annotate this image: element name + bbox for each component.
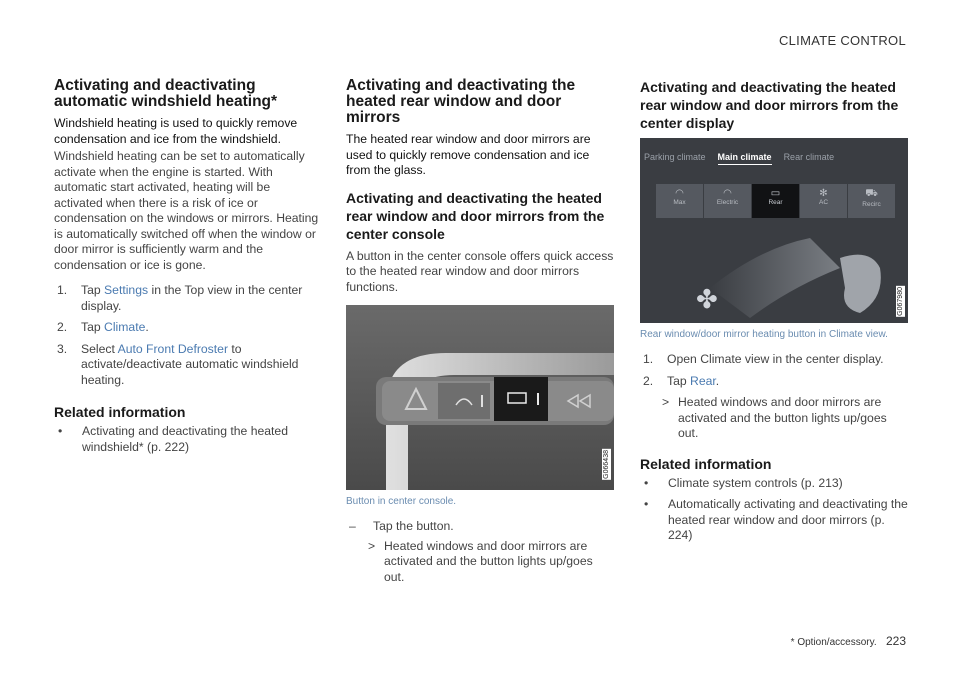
lead-paragraph: The heated rear window and door mirrors are used to quickly remove condensation and ice from the glass.: [346, 132, 591, 177]
max-button[interactable]: ◠ Max: [656, 184, 703, 218]
subsection-title: Activating and deactivating the heated rear window and door mirrors from the center console: [346, 189, 605, 242]
tab-rear-climate[interactable]: Rear climate: [783, 152, 835, 162]
subsection-title: Activating and deactivating the heated rear window and door mirrors from the center display: [640, 79, 899, 131]
recirc-button[interactable]: ⛟ Recirc: [848, 184, 895, 218]
section-header: CLIMATE CONTROL: [778, 33, 906, 48]
result-note: > Heated windows and door mirrors are activated and the button lights up/goes out.: [368, 538, 593, 584]
image-caption: Rear window/door mirror heating button in Climate view.: [640, 329, 888, 340]
auto-front-defroster-link[interactable]: Auto Front Defroster: [117, 341, 229, 356]
tab-main-climate[interactable]: Main climate: [718, 152, 772, 165]
section-title: Activating and deactivating the heated rear window and door mirrors: [346, 77, 576, 126]
fan-icon[interactable]: ✤: [696, 284, 718, 314]
result-note: > Heated windows and door mirrors are activated and the button lights up/goes out.: [662, 395, 887, 440]
related-item[interactable]: • Activating and deactivating the heated windshield* (p. 222): [58, 424, 288, 454]
rear-link[interactable]: Rear: [690, 373, 716, 388]
step-2: 2. Tap Climate.: [57, 320, 149, 334]
related-info-title: Related information: [54, 404, 186, 420]
electric-defrost-icon: ◠: [723, 188, 732, 199]
ac-snowflake-icon: ✻: [819, 188, 828, 199]
related-item[interactable]: • Automatically activating and deactivating the heated rear window and door mirrors (p. 224): [644, 497, 908, 542]
column-windshield-heating: [54, 78, 322, 461]
ac-button[interactable]: ✻ AC: [800, 184, 847, 218]
related-info-title: Related information: [640, 455, 772, 472]
climate-button-row: [656, 184, 895, 218]
climate-screen-image: [640, 138, 908, 323]
footnote: * Option/accessory.: [790, 637, 877, 648]
column-rear-window-display: [640, 78, 908, 550]
image-code: G067980: [897, 287, 904, 316]
rear-defrost-icon: ▭: [770, 188, 781, 199]
image-code: G066438: [603, 450, 610, 479]
console-button-image: [346, 305, 614, 490]
step-3: 3. Select Auto Front Defroster to activate/deactivate automatic windshield heating.: [57, 341, 299, 387]
tab-parking-climate[interactable]: Parking climate: [644, 152, 706, 162]
console-illustration: [346, 305, 614, 490]
recirc-car-icon: ⛟: [865, 188, 878, 199]
page-number: 223: [885, 634, 906, 648]
screen-tab-bar: [640, 138, 908, 165]
max-defrost-icon: ◠: [675, 188, 684, 199]
climate-link[interactable]: Climate: [104, 320, 146, 334]
step-1: 1. Tap Settings in the Top view in the center display.: [57, 283, 303, 313]
related-item[interactable]: • Climate system controls (p. 213): [644, 475, 843, 490]
settings-link[interactable]: Settings: [104, 283, 149, 297]
body-paragraph: Windshield heating can be set to automatically activate when the engine is started. With automatic start activated, heating will be activated when there is a risk of ice or condensation on the windows or mirrors. Heating is automatically switched off when the window or door mirror is sufficiently warm and the condensation or ice is gone.: [54, 149, 319, 272]
body-paragraph: A button in the center console offers quick access to the heated rear window and door mirrors functions.: [346, 248, 614, 294]
image-caption: Button in center console.: [346, 496, 457, 507]
rear-defrost-button-shape: [494, 377, 548, 421]
dash-step: – Tap the button.: [349, 519, 454, 533]
column-rear-window-console: [346, 78, 614, 593]
page-footer: [791, 634, 906, 648]
seat-illustration: [640, 228, 908, 323]
step-1: 1. Open Climate view in the center display.: [643, 352, 884, 366]
step-2: 2. Tap Rear.: [643, 373, 720, 388]
lead-paragraph: Windshield heating is used to quickly remove condensation and ice from the windshield.: [54, 116, 298, 146]
section-title: Activating and deactivating automatic windshield heating*: [54, 77, 278, 110]
rear-button[interactable]: ▭ Rear: [752, 184, 799, 218]
electric-button[interactable]: ◠ Electric: [704, 184, 751, 218]
